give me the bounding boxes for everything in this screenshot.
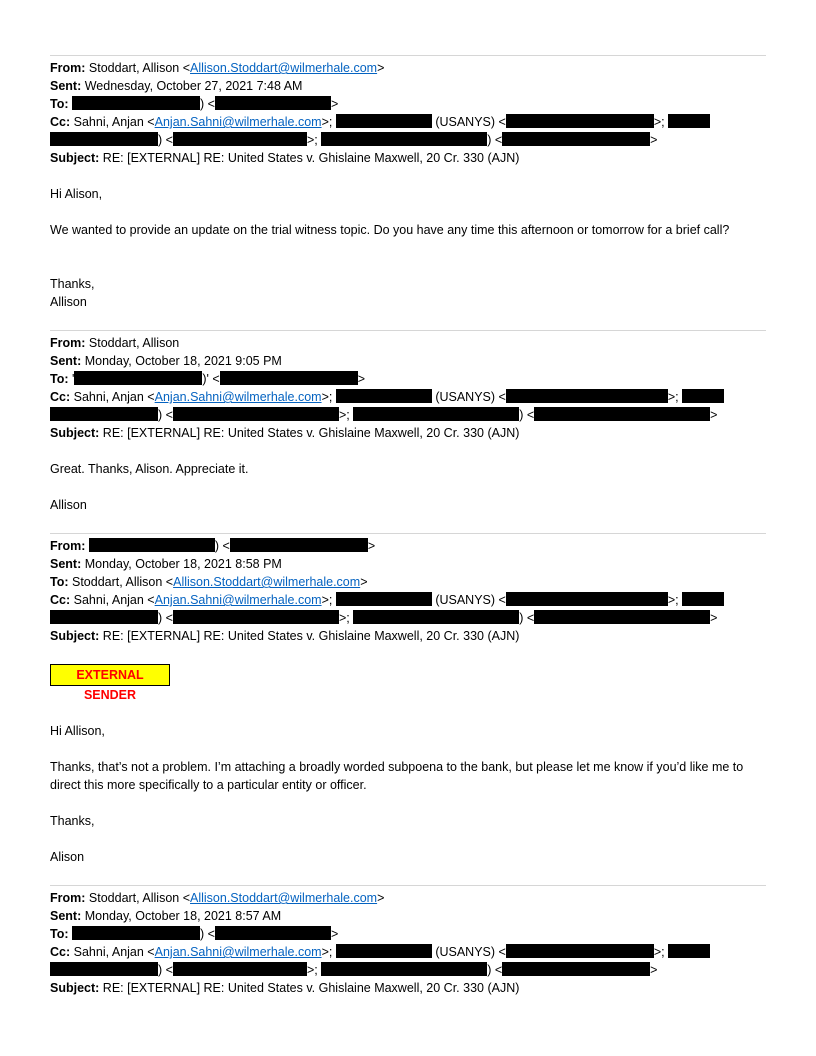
- subject-label: Subject:: [50, 981, 100, 995]
- punct: >;: [321, 945, 333, 959]
- redaction-block: [353, 610, 519, 624]
- redaction-block: [668, 114, 710, 128]
- redaction-block: [506, 592, 668, 606]
- punct: >;: [321, 390, 333, 404]
- redaction-block: [336, 592, 432, 606]
- separator: [50, 330, 766, 331]
- from-name: Stoddart, Allison <: [88, 61, 191, 75]
- cc-label: Cc:: [50, 593, 71, 607]
- sent-label: Sent:: [50, 354, 82, 368]
- to-label: To:: [50, 927, 69, 941]
- sent-date: Monday, October 18, 2021 9:05 PM: [84, 354, 282, 368]
- redaction-block: [682, 389, 724, 403]
- separator: [50, 885, 766, 886]
- redaction-block: [74, 371, 202, 385]
- punct: ) <: [158, 408, 173, 422]
- punct: >: [377, 891, 385, 905]
- redaction-block: [173, 610, 339, 624]
- punct: ) <: [158, 963, 173, 977]
- greeting: Hi Allison,: [50, 724, 105, 738]
- msg1-sent-line: [50, 77, 302, 95]
- body-paragraph: Great. Thanks, Alison. Appreciate it.: [50, 462, 249, 476]
- msg4-subject-line: [50, 979, 519, 997]
- from-name: Stoddart, Allison: [88, 336, 180, 350]
- punct: >: [360, 575, 368, 589]
- punct: ) <: [158, 133, 173, 147]
- sent-date: Wednesday, October 27, 2021 7:48 AM: [84, 79, 303, 93]
- external-sender-banner: EXTERNAL SENDER: [50, 664, 170, 686]
- redaction-block: [336, 389, 432, 403]
- to-label: To:: [50, 575, 69, 589]
- redaction-block: [220, 371, 358, 385]
- from-email-link[interactable]: Allison.Stoddart@wilmerhale.com: [190, 891, 378, 905]
- cc-usanys: (USANYS) <: [435, 115, 506, 129]
- punct: >;: [653, 115, 665, 129]
- sent-date: Monday, October 18, 2021 8:58 PM: [84, 557, 282, 571]
- thanks-line: Thanks,: [50, 277, 95, 291]
- signature: Allison: [50, 498, 87, 512]
- msg3-sent-line: [50, 555, 282, 573]
- redaction-block: [502, 962, 650, 976]
- msg3-to-line: [50, 573, 368, 591]
- msg4-to-line: [50, 925, 338, 943]
- punct: ) <: [200, 927, 215, 941]
- redaction-block: [506, 114, 654, 128]
- msg4-cc-line-2: [50, 961, 657, 979]
- punct: ': [72, 372, 75, 386]
- signature: Alison: [50, 850, 85, 864]
- redaction-block: [173, 407, 339, 421]
- cc-label: Cc:: [50, 115, 71, 129]
- subject-label: Subject:: [50, 426, 100, 440]
- cc-email-link[interactable]: Anjan.Sahni@wilmerhale.com: [154, 945, 322, 959]
- subject-text: RE: [EXTERNAL] RE: United States v. Ghislaine Maxwell, 20 Cr. 330 (AJN): [102, 629, 520, 643]
- redaction-block: [50, 962, 158, 976]
- punct: ) <: [158, 611, 173, 625]
- thanks-line: Thanks,: [50, 814, 95, 828]
- redaction-block: [353, 407, 519, 421]
- redaction-block: [321, 962, 487, 976]
- punct: >: [710, 611, 718, 625]
- redaction-block: [502, 132, 650, 146]
- punct: >;: [653, 945, 665, 959]
- punct: >: [377, 61, 385, 75]
- punct: >: [650, 133, 658, 147]
- redaction-block: [215, 96, 331, 110]
- to-email-link[interactable]: Allison.Stoddart@wilmerhale.com: [173, 575, 361, 589]
- msg4-cc-line: [50, 943, 710, 961]
- redaction-block: [506, 389, 668, 403]
- punct: >: [330, 97, 339, 111]
- signature: Allison: [50, 295, 87, 309]
- cc-usanys: (USANYS) <: [435, 593, 506, 607]
- punct: ) <: [487, 963, 503, 977]
- body-paragraph: We wanted to provide an update on the trial witness topic. Do you have any time this afternoon or tomorrow for a brief call?: [50, 223, 730, 237]
- punct: >;: [667, 390, 679, 404]
- subject-label: Subject:: [50, 151, 100, 165]
- msg2-cc-line: [50, 388, 724, 406]
- redaction-block: [534, 610, 710, 624]
- punct: >: [357, 372, 366, 386]
- punct: >;: [321, 593, 333, 607]
- punct: ) <: [487, 133, 503, 147]
- msg3-from-line: [50, 537, 375, 555]
- from-label: From:: [50, 891, 86, 905]
- msg2-cc-line-2: [50, 406, 717, 424]
- cc-label: Cc:: [50, 945, 71, 959]
- msg1-cc-line-2: [50, 131, 657, 149]
- msg4-from-line: [50, 889, 384, 907]
- msg2-subject-line: [50, 424, 519, 442]
- cc-name: Sahni, Anjan <: [73, 390, 155, 404]
- redaction-block: [534, 407, 710, 421]
- redaction-block: [215, 926, 331, 940]
- from-label: From:: [50, 336, 86, 350]
- from-label: From:: [50, 61, 86, 75]
- redaction-block: [50, 132, 158, 146]
- to-name: Stoddart, Allison <: [72, 575, 174, 589]
- redaction-block: [72, 926, 200, 940]
- redaction-block: [336, 944, 432, 958]
- subject-text: RE: [EXTERNAL] RE: United States v. Ghislaine Maxwell, 20 Cr. 330 (AJN): [102, 151, 520, 165]
- sent-label: Sent:: [50, 79, 82, 93]
- punct: >;: [338, 611, 350, 625]
- redaction-block: [668, 944, 710, 958]
- msg1-cc-line: [50, 113, 710, 131]
- punct: ) <: [519, 408, 535, 422]
- punct: >;: [667, 593, 679, 607]
- msg3-cc-line-2: [50, 609, 717, 627]
- punct: >: [710, 408, 718, 422]
- msg3-subject-line: [50, 627, 519, 645]
- cc-label: Cc:: [50, 390, 71, 404]
- punct: >;: [338, 408, 350, 422]
- msg2-sent-line: [50, 352, 282, 370]
- cc-email-link[interactable]: Anjan.Sahni@wilmerhale.com: [154, 593, 322, 607]
- from-email-link[interactable]: Allison.Stoddart@wilmerhale.com: [190, 61, 378, 75]
- redaction-block: [72, 96, 200, 110]
- punct: >: [650, 963, 658, 977]
- to-label: To:: [50, 97, 69, 111]
- greeting: Hi Alison,: [50, 187, 103, 201]
- cc-usanys: (USANYS) <: [435, 945, 506, 959]
- punct: >: [330, 927, 339, 941]
- sent-date: Monday, October 18, 2021 8:57 AM: [84, 909, 282, 923]
- subject-text: RE: [EXTERNAL] RE: United States v. Ghislaine Maxwell, 20 Cr. 330 (AJN): [102, 981, 520, 995]
- cc-name: Sahni, Anjan <: [73, 945, 155, 959]
- punct: >;: [306, 133, 318, 147]
- from-name: Stoddart, Allison <: [88, 891, 191, 905]
- msg1-subject-line: [50, 149, 519, 167]
- redaction-block: [173, 132, 307, 146]
- punct: >;: [321, 115, 333, 129]
- cc-usanys: (USANYS) <: [435, 390, 506, 404]
- cc-email-link[interactable]: Anjan.Sahni@wilmerhale.com: [154, 390, 322, 404]
- redaction-block: [230, 538, 368, 552]
- separator: [50, 533, 766, 534]
- sent-label: Sent:: [50, 557, 82, 571]
- msg3-cc-line: [50, 591, 724, 609]
- punct: ) <: [519, 611, 535, 625]
- redaction-block: [506, 944, 654, 958]
- redaction-block: [50, 610, 158, 624]
- punct: >: [367, 539, 376, 553]
- cc-name: Sahni, Anjan <: [73, 593, 155, 607]
- msg2-to-line: [50, 370, 365, 388]
- cc-email-link[interactable]: Anjan.Sahni@wilmerhale.com: [154, 115, 322, 129]
- msg2-from-line: [50, 334, 179, 352]
- redaction-block: [173, 962, 307, 976]
- sent-label: Sent:: [50, 909, 82, 923]
- subject-label: Subject:: [50, 629, 100, 643]
- punct: )' <: [202, 372, 220, 386]
- separator: [50, 55, 766, 56]
- punct: ) <: [200, 97, 215, 111]
- redaction-block: [321, 132, 487, 146]
- body-paragraph: Thanks, that’s not a problem. I’m attaching a broadly worded subpoena to the bank, but please let me know if you’d like me to direct this more specifically to a particular entity or officer.: [50, 760, 744, 792]
- redaction-block: [89, 538, 215, 552]
- redaction-block: [682, 592, 724, 606]
- msg1-to-line: [50, 95, 338, 113]
- punct: ) <: [214, 539, 230, 553]
- cc-name: Sahni, Anjan <: [73, 115, 155, 129]
- redaction-block: [336, 114, 432, 128]
- msg4-sent-line: [50, 907, 281, 925]
- from-label: From:: [50, 539, 86, 553]
- subject-text: RE: [EXTERNAL] RE: United States v. Ghislaine Maxwell, 20 Cr. 330 (AJN): [102, 426, 520, 440]
- redaction-block: [50, 407, 158, 421]
- punct: >;: [306, 963, 318, 977]
- to-label: To:: [50, 372, 69, 386]
- msg1-from-line: [50, 59, 384, 77]
